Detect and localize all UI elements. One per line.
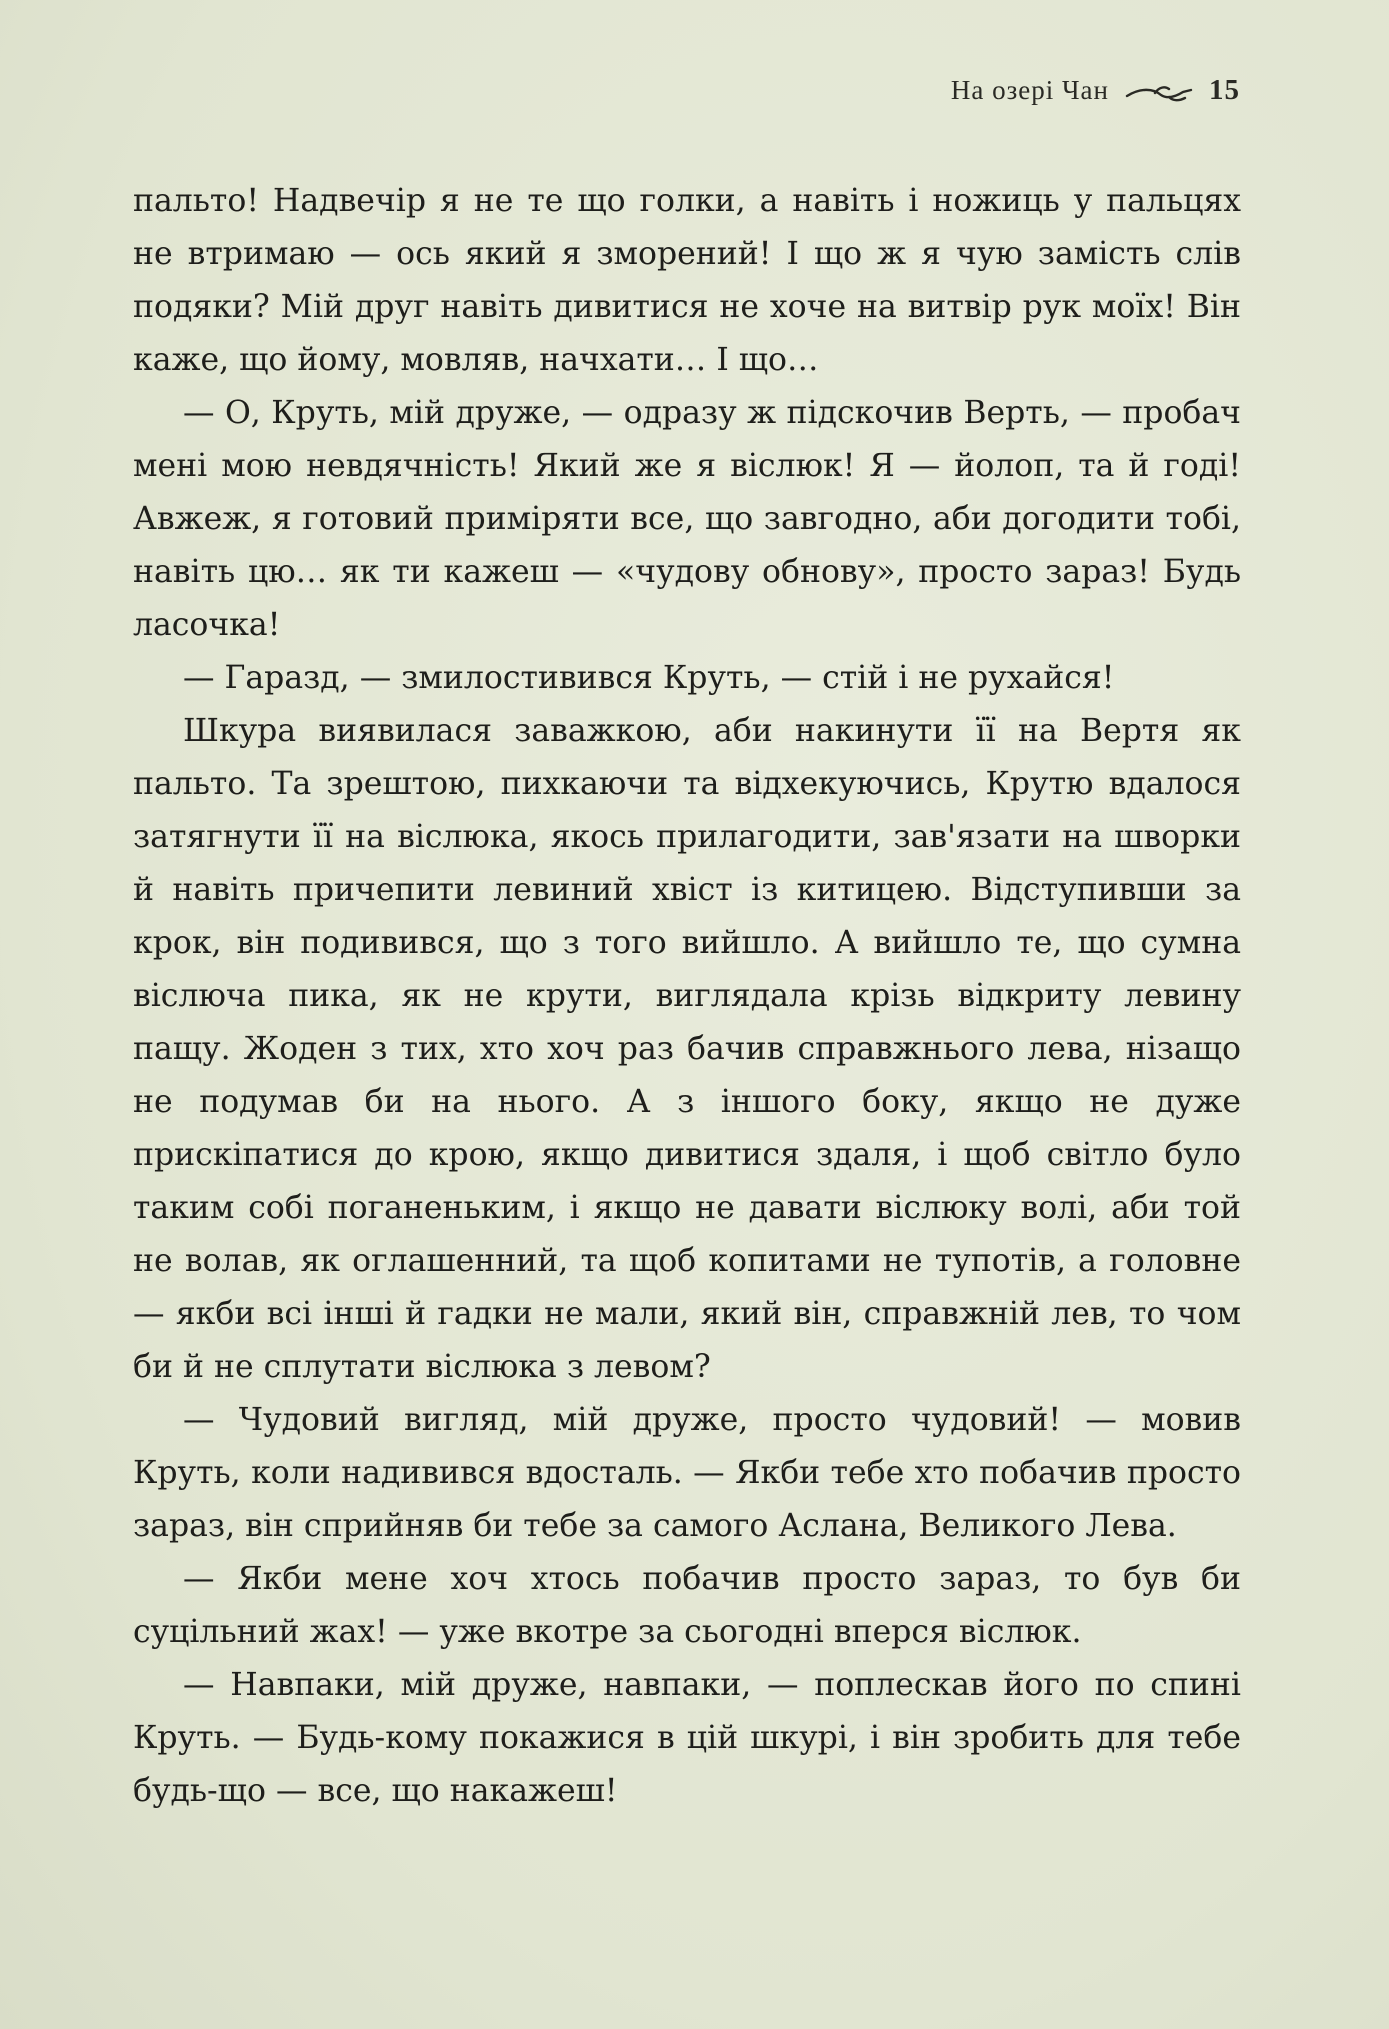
swash-ornament-icon <box>1125 80 1195 100</box>
running-header <box>130 70 1240 110</box>
page-number: 15 <box>1209 73 1240 106</box>
paragraph: — О, Круть, мій друже, — одразу ж підскочив Верть, — пробач мені мою невдячність! Який же я віслюк! Я — йолоп, та й годі! Авжеж, я готовий приміряти все, що завгодно, аби догодити тобі, навіть цю… як ти кажеш — «чудову обнову», просто зараз! Будь ласочка! <box>133 395 1241 643</box>
paragraph: — Навпаки, мій друже, навпаки, — поплескав його по спині Круть. — Будь-кому покажися в цій шкурі, і він зробить для тебе будь-що — все, що накажеш! <box>133 1667 1241 1809</box>
paragraph: — Гаразд, — змилостивився Круть, — стій і не рухайся! <box>183 660 1115 696</box>
chapter-title: На озері Чан <box>950 74 1109 105</box>
paragraph: Шкура виявилася заважкою, аби накинути її на Вертя як пальто. Та зрештою, пихкаючи та відхекуючись, Крутю вдалося затягнути її на віслюка, якось прилагодити, зав'язати на шворки й навіть причепити левиний хвіст із китицею. Відступивши за крок, він подивився, що з того вийшло. А вийшло те, що сумна віслюча пика, як не крути, виглядала крізь відкриту левину пащу. Жоден з тих, хто хоч раз бачив справжнього лева, нізащо не подумав би на нього. А з іншого боку, якщо не дуже прискіпатися до крою, якщо дивитися здаля, і щоб світло було таким собі поганеньким, і якщо не давати віслюку волі, аби той не волав, як оглашенний, та щоб копитами не тупотів, а головне — якби всі інші й гадки не мали, який він, справжній лев, то чом би й не сплутати віслюка з левом? <box>133 713 1241 1385</box>
paragraph: — Чудовий вигляд, мій друже, просто чудовий! — мовив Круть, коли надивився вдосталь. — Якби тебе хто побачив просто зараз, він сприйняв би тебе за самого Аслана, Великого Лева. <box>133 1402 1241 1544</box>
body-text <box>133 175 1241 1818</box>
paragraph: — Якби мене хоч хтось побачив просто зараз, то був би суцільний жах! — уже вкотре за сьогодні вперся віслюк. <box>133 1561 1241 1650</box>
paragraph: пальто! Надвечір я не те що голки, а навіть і ножиць у пальцях не втримаю — ось який я зморений! І що ж я чую замість слів подяки? Мій друг навіть дивитися не хоче на витвір рук моїх! Він каже, що йому, мовляв, начхати… І що… <box>133 183 1241 378</box>
